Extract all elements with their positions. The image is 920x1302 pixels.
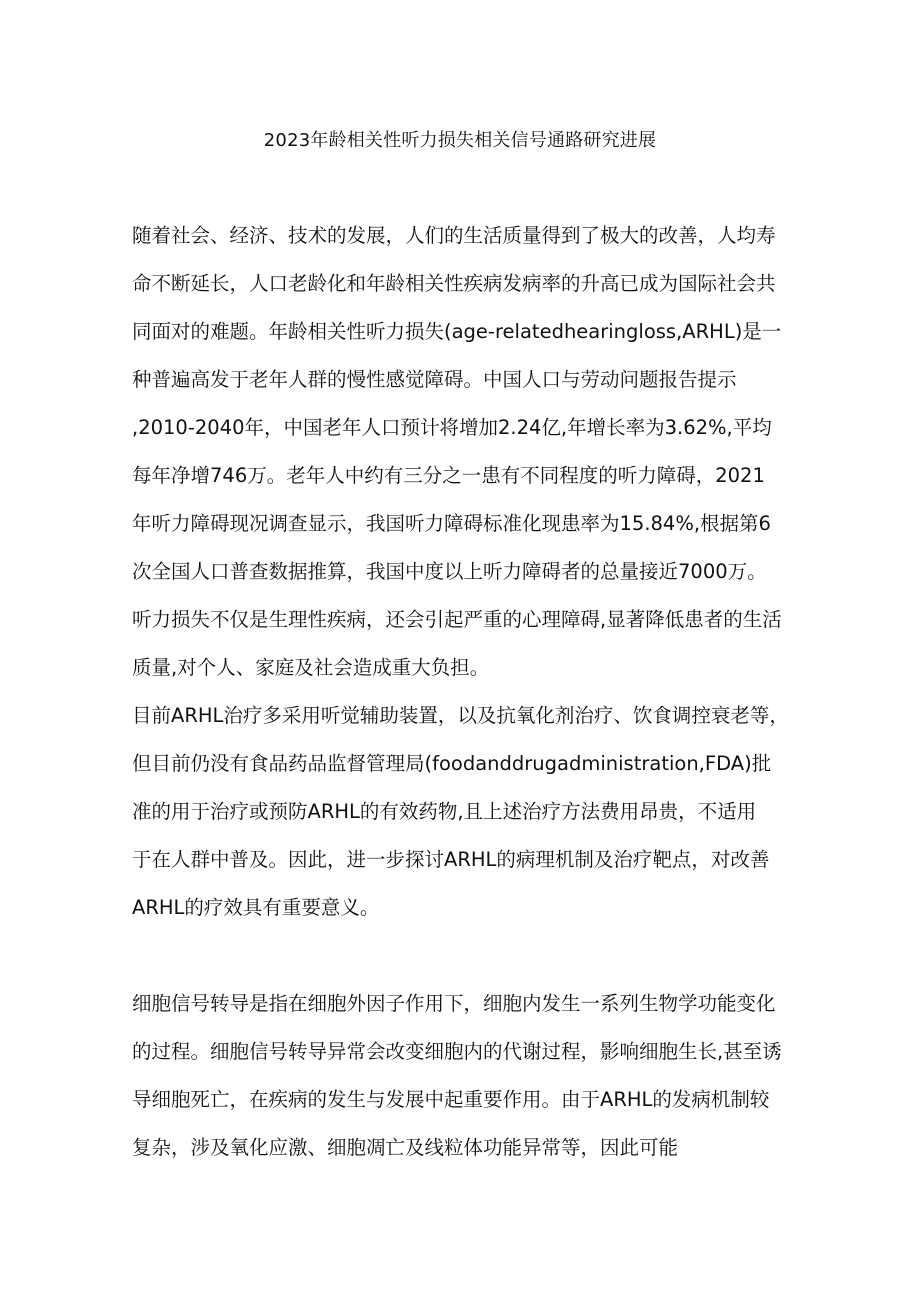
paragraph-line: ,2010-2040年，中国老年人口预计将增加2.24亿,年增长率为3.62%,平均 xyxy=(132,416,772,439)
paragraph-line: 种普遍高发于老年人群的慢性感觉障碍。中国人口与劳动问题报告提示 xyxy=(132,368,737,391)
paragraph-line: 同面对的难题。年龄相关性听力损失(age-relatedhearingloss,ARHL)是一 xyxy=(132,320,782,343)
paragraph-line: 细胞信号转导是指在细胞外因子作用下，细胞内发生一系列生物学功能变化 xyxy=(132,992,776,1015)
paragraph-line: 质量,对个人、家庭及社会造成重大负担。 xyxy=(132,656,490,679)
paragraph-line: 随着社会、经济、技术的发展，人们的生活质量得到了极大的改善，人均寿 xyxy=(132,224,776,247)
document-title: 2023年龄相关性听力损失相关信号通路研究进展 xyxy=(263,130,657,151)
paragraph-line: 导细胞死亡，在疾病的发生与发展中起重要作用。由于ARHL的发病机制较 xyxy=(132,1088,770,1111)
paragraph-line: 准的用于治疗或预防ARHL的有效药物,且上述治疗方法费用昂贵，不适用 xyxy=(132,800,757,823)
paragraph-line: 复杂，涉及氧化应激、细胞凋亡及线粒体功能异常等，因此可能 xyxy=(132,1136,679,1159)
paragraph-3 xyxy=(132,980,796,1172)
paragraph-line: 命不断延长，人口老龄化和年龄相关性疾病发病率的升高已成为国际社会共 xyxy=(132,272,776,295)
paragraph-line: 于在人群中普及。因此，进一步探讨ARHL的病理机制及治疗靶点，对改善 xyxy=(132,848,770,871)
paragraph-line: 年听力障碍现况调查显示，我国听力障碍标准化现患率为15.84%,根据第6 xyxy=(132,512,771,535)
paragraph-2 xyxy=(132,692,796,932)
paragraph-line: 每年净增746万。老年人中约有三分之一患有不同程度的听力障碍，2021 xyxy=(132,464,765,487)
paragraph-line: 听力损失不仅是生理性疾病，还会引起严重的心理障碍,显著降低患者的生活 xyxy=(132,608,782,631)
paragraph-line: ARHL的疗效具有重要意义。 xyxy=(132,896,380,919)
paragraph-spacer xyxy=(132,932,796,980)
document-body xyxy=(132,212,796,1172)
paragraph-line: 但目前仍没有食品药品监督管理局(foodanddrugadministration,FDA)批 xyxy=(132,752,772,775)
paragraph-line: 的过程。细胞信号转导异常会改变细胞内的代谢过程，影响细胞生长,甚至诱 xyxy=(132,1040,782,1063)
paragraph-line: 次全国人口普查数据推算，我国中度以上听力障碍者的总量接近7000万。 xyxy=(132,560,767,583)
paragraph-line: 目前ARHL治疗多采用听觉辅助装置，以及抗氧化剂治疗、饮食调控衰老等， xyxy=(132,704,789,727)
paragraph-1 xyxy=(132,212,796,692)
